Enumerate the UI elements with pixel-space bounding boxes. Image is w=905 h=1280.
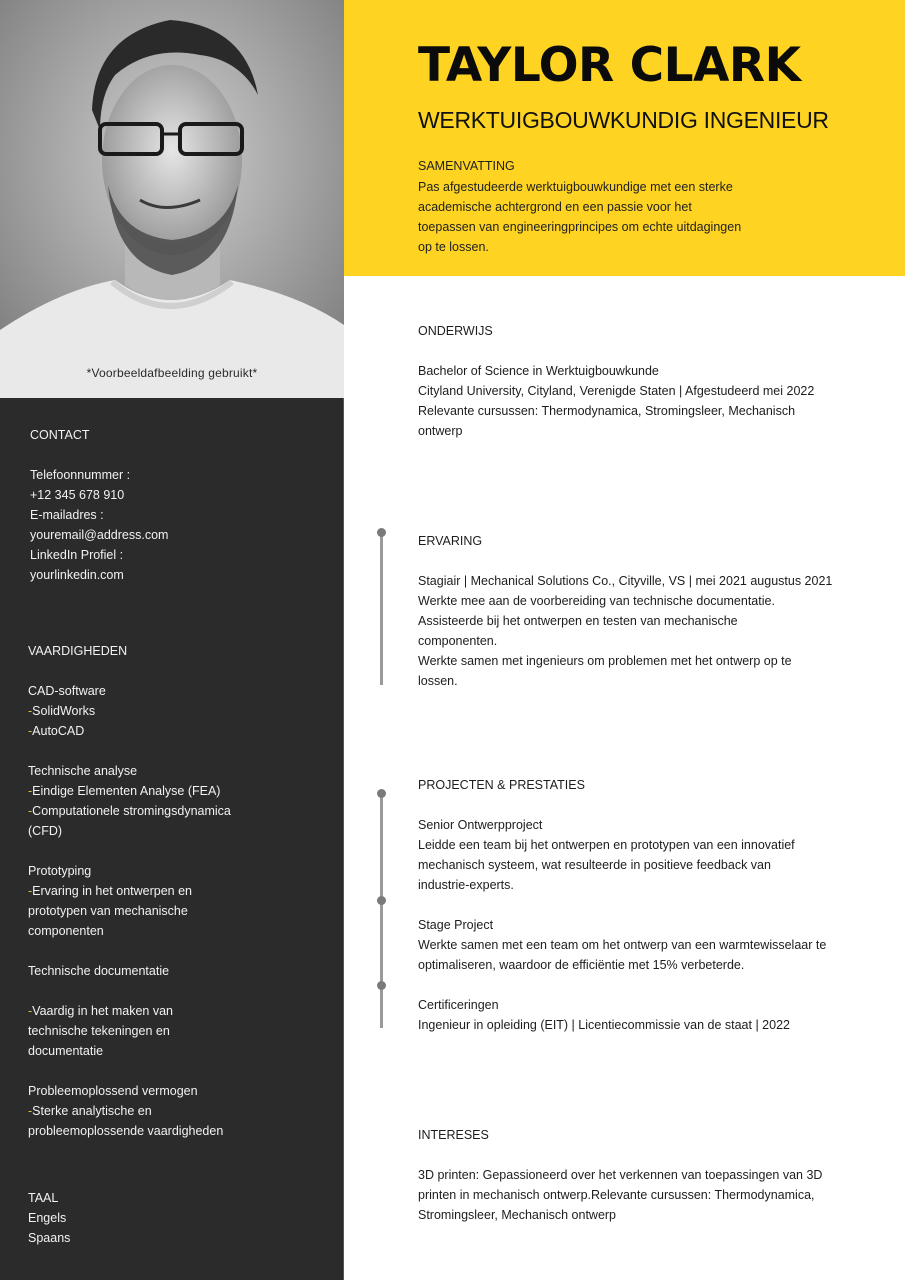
interests-heading: INTERESES (418, 1128, 489, 1142)
phone-label: Telefoonnummer : (30, 468, 131, 482)
project-line: optimaliseren, waardoor de efficiëntie met 15% verbeterde. (418, 958, 745, 972)
education-line: ontwerp (418, 424, 463, 438)
header-banner (344, 0, 905, 276)
project-line: mechanisch systeem, wat resulteerde in positieve feedback van (418, 858, 771, 872)
skill-item: -Ervaring in het ontwerpen en (28, 884, 192, 898)
linkedin-value[interactable]: yourlinkedin.com (30, 568, 124, 582)
profile-photo (0, 0, 344, 398)
portrait-illustration (0, 0, 344, 398)
timeline-dot (377, 528, 386, 537)
skill-group-name: Technische analyse (28, 764, 138, 778)
email-value[interactable]: youremail@address.com (30, 528, 169, 542)
education-line: Bachelor of Science in Werktuigbouwkunde (418, 364, 659, 378)
language-section (28, 1188, 70, 1248)
project-name: Senior Ontwerpproject (418, 818, 543, 832)
summary-text (418, 177, 758, 257)
skill-item: -SolidWorks (28, 704, 96, 718)
contact-heading: CONTACT (30, 428, 90, 442)
projects-heading: PROJECTEN & PRESTATIES (418, 778, 585, 792)
skill-item: -Eindige Elementen Analyse (FEA) (28, 784, 221, 798)
photo-caption: *Voorbeeldafbeelding gebruikt* (86, 366, 258, 380)
experience-heading: ERVARING (418, 534, 483, 548)
timeline-line (380, 532, 383, 685)
project-name: Stage Project (418, 918, 494, 932)
projects-section (418, 775, 848, 1035)
interests-line: Stromingsleer, Mechanisch ontwerp (418, 1208, 617, 1222)
timeline-dot (377, 896, 386, 905)
skill-group-name: CAD-software (28, 684, 106, 698)
project-line: Ingenieur in opleiding (EIT) | Licentiecommissie van de staat | 2022 (418, 1018, 790, 1032)
sidebar (0, 398, 344, 1280)
experience-line: Assisteerde bij het ontwerpen en testen van mechanische (418, 614, 738, 628)
phone-value[interactable]: +12 345 678 910 (30, 488, 125, 502)
summary-line: Pas afgestudeerde werktuigbouwkundige met een sterke (418, 180, 733, 194)
skill-group-name: Prototyping (28, 864, 92, 878)
language-item: Engels (28, 1211, 67, 1225)
education-heading: ONDERWIJS (418, 324, 493, 338)
summary-line: op te lossen. (418, 240, 489, 254)
skill-group-name: Probleemoplossend vermogen (28, 1084, 198, 1098)
contact-section (30, 425, 168, 585)
skill-item-cont: probleemoplossende vaardigheden (28, 1124, 224, 1138)
project-line: Leidde een team bij het ontwerpen en prototypen van een innovatief (418, 838, 795, 852)
skill-item-cont: documentatie (28, 1044, 104, 1058)
summary-heading: SAMENVATTING (418, 159, 515, 173)
skill-item-cont: (CFD) (28, 824, 63, 838)
language-heading: TAAL (28, 1191, 59, 1205)
linkedin-label: LinkedIn Profiel : (30, 548, 124, 562)
skills-section (28, 641, 231, 1141)
interests-line: printen in mechanisch ontwerp.Relevante cursussen: Thermodynamica, (418, 1188, 815, 1202)
experience-line: Werkte mee aan de voorbereiding van technische documentatie. (418, 594, 775, 608)
timeline-dot (377, 789, 386, 798)
job-title: WERKTUIGBOUWKUNDIG INGENIEUR (418, 107, 829, 133)
project-name: Certificeringen (418, 998, 499, 1012)
skill-item: -Computationele stromingsdynamica (28, 804, 231, 818)
skill-item: -Sterke analytische en (28, 1104, 152, 1118)
email-label: E-mailadres : (30, 508, 104, 522)
experience-line: Stagiair | Mechanical Solutions Co., Cityville, VS | mei 2021 augustus 2021 (418, 574, 833, 588)
summary-line: toepassen van engineeringprincipes om echte uitdagingen (418, 220, 742, 234)
language-item: Spaans (28, 1231, 71, 1245)
education-section (418, 321, 848, 441)
candidate-name: TAYLOR CLARK (418, 38, 801, 93)
project-line: industrie-experts. (418, 878, 514, 892)
timeline-dot (377, 981, 386, 990)
experience-section (418, 531, 848, 691)
education-line: Cityland University, Cityland, Verenigde Staten | Afgestudeerd mei 2022 (418, 384, 815, 398)
summary-line: academische achtergrond en een passie voor het (418, 200, 692, 214)
project-line: Werkte samen met een team om het ontwerp van een warmtewisselaar te (418, 938, 827, 952)
experience-line: componenten. (418, 634, 498, 648)
interests-line: 3D printen: Gepassioneerd over het verkennen van toepassingen van 3D (418, 1168, 823, 1182)
education-line: Relevante cursussen: Thermodynamica, Stromingsleer, Mechanisch (418, 404, 796, 418)
skills-heading: VAARDIGHEDEN (28, 644, 128, 658)
experience-line: Werkte samen met ingenieurs om problemen met het ontwerp op te (418, 654, 792, 668)
skill-item: -Vaardig in het maken van (28, 1004, 173, 1018)
skill-item: -AutoCAD (28, 724, 85, 738)
timeline-line (380, 793, 383, 1028)
experience-line: lossen. (418, 674, 458, 688)
skill-item-cont: prototypen van mechanische (28, 904, 188, 918)
skill-item-cont: technische tekeningen en (28, 1024, 170, 1038)
skill-item-cont: componenten (28, 924, 104, 938)
interests-section (418, 1125, 848, 1225)
skill-group-name: Technische documentatie (28, 964, 170, 978)
